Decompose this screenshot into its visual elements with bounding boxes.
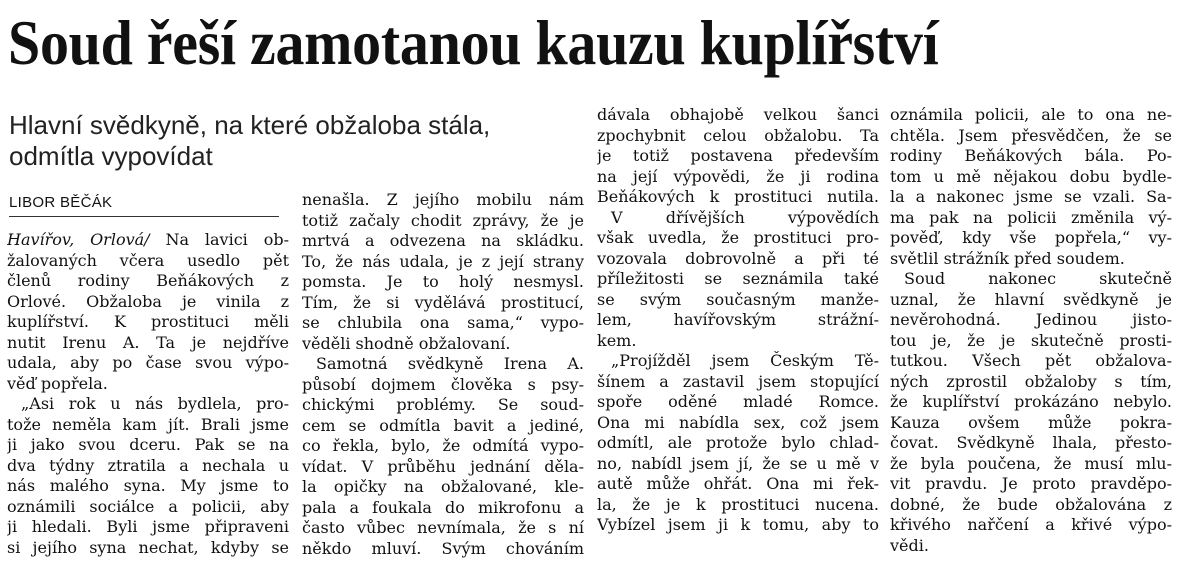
text-line: často vůbec nevnímala, že s ní (302, 518, 584, 537)
text-line: vozovala dobrovolně a při té (597, 248, 879, 268)
text-line: vit pravdu. Je proto pravděpo- (890, 474, 1172, 493)
subheadline (9, 110, 589, 172)
article-column-3 (597, 105, 879, 536)
text-line: ma pak na policii změnila vý- (890, 207, 1172, 227)
text-line: si jejího syna nechat, kdyby se (7, 537, 289, 557)
text-line-content: „Asi rok u nás bydlela, pro- (21, 394, 289, 413)
text-line: kuplířství. K prostituci měli (7, 312, 289, 331)
text-line: se chlubila ona sama,“ vypo- (302, 313, 584, 332)
text-line: že kuplířství prokázáno nebylo. (890, 392, 1172, 411)
text-line (597, 351, 879, 372)
text-line: lem, havířovským strážní- (597, 310, 879, 329)
text-line: nutit Irenu A. Ta je nejdříve (7, 332, 289, 352)
text-line: Ona mi nabídla sex, což jsem (597, 412, 879, 432)
text-line: tou je, že je skutečně prosti- (890, 330, 1172, 350)
text-line: ji jako svou dceru. Pak se na (7, 435, 289, 454)
text-line: dobné, že bude obžalována z (890, 494, 1172, 514)
text-line: nevěrohodná. Jedinou jisto- (890, 310, 1172, 329)
text-line: udala, aby po čase svou výpo- (7, 353, 289, 372)
text-line: šínem a zastavil jsem stopující (597, 371, 879, 391)
text-line: Kauza ovšem může pokra- (890, 412, 1172, 432)
article-column-4 (890, 105, 1172, 556)
text-line: pala a foukala do mikrofonu a (302, 497, 584, 517)
text-line: je totiž postavena především (597, 146, 879, 165)
text-line: členů rodiny Beňákových z (7, 271, 289, 290)
text-line: křivého nařčení a křivé výpo- (890, 515, 1172, 534)
text-line: ji hledali. Byli jsme připraveni (7, 517, 289, 536)
dateline: Havířov, Orlová/ (7, 230, 150, 249)
text-line: odmítl, ale protože bylo chlad- (597, 433, 879, 452)
text-line-content: „Projížděl jsem Českým Tě- (611, 351, 879, 370)
text-line: světlil strážník před soudem. (890, 248, 1125, 268)
headline: Soud řeší zamotanou kauzu kuplířství (8, 8, 939, 78)
text-line: příležitosti se seznámila také (597, 269, 879, 288)
text-line: pověď, kdy vše popřela,“ vy- (890, 228, 1172, 247)
text-line: rodiny Beňákových bála. Po- (890, 146, 1172, 165)
text-line (890, 269, 1172, 290)
text-line: la a nakonec jsme se vzali. Sa- (890, 187, 1172, 206)
text-line (7, 230, 289, 251)
text-line: ných zprostil obžaloby s tím, (890, 371, 1172, 391)
text-line: na její výpovědi, že ji rodina (597, 166, 879, 186)
text-line: co řekla, bylo, že odmítá vypo- (302, 436, 584, 455)
text-line (597, 208, 879, 229)
text-line: však uvedla, že prostituci pro- (597, 228, 879, 247)
text-line (7, 394, 289, 415)
byline: LIBOR BĚČÁK (9, 194, 113, 211)
text-line: spoře oděné mladé Romce. (597, 392, 879, 411)
text-line: žalovaných včera usedlo pět (7, 250, 289, 270)
text-line: vědi. (890, 535, 929, 555)
text-line: oznámili sociálce a policii, aby (7, 496, 289, 516)
text-line: věděli shodně obžalovaní. (302, 333, 511, 353)
text-line: že byla poučena, že musí mlu- (890, 453, 1172, 473)
text-line: nás malého syna. My jsme to (7, 476, 289, 495)
text-line-content: Na lavici ob- (165, 230, 289, 249)
text-line: vídat. V průběhu jednání děla- (302, 456, 584, 476)
text-line: dva týdny ztratila a nechala u (7, 455, 289, 475)
text-line: totiž začaly chodit zprávy, že je (302, 210, 584, 230)
text-line: tože neměla kam jít. Brali jsme (7, 414, 289, 434)
byline-divider (9, 216, 279, 217)
text-line: cem se odmítla bavit a jediné, (302, 415, 584, 435)
text-line: autě může ohřát. Ona mi řek- (597, 474, 879, 493)
text-line: chickými problémy. Se soud- (302, 395, 584, 414)
text-line-content: Samotná svědkyně Irena A. (316, 354, 584, 373)
text-line: dávala obhajobě velkou šanci (597, 105, 879, 124)
text-line: Vybízel jsem ji k tomu, aby to (597, 515, 879, 534)
text-line: čovat. Svědkyně lhala, přesto- (890, 433, 1172, 452)
text-line: To, že nás udala, je z její strany (302, 251, 584, 271)
text-line: Orlové. Obžaloba je vinila z (7, 291, 289, 311)
text-line: působí dojmem člověka s psy- (302, 374, 584, 394)
text-line: tutkou. Všech pět obžalova- (890, 351, 1172, 370)
text-line: věď popřela. (7, 373, 108, 393)
text-line: mrtvá a odvezena na skládku. (302, 231, 584, 250)
article-column-1 (7, 230, 289, 558)
text-line: la, že je k prostituci nucena. (597, 494, 879, 514)
article-column-2 (302, 190, 584, 559)
text-line: kem. (597, 330, 637, 350)
text-line: uznal, že hlavní svědkyně je (890, 289, 1172, 309)
text-line: la opičky na obžalované, kle- (302, 477, 584, 496)
text-line: zpochybnit celou obžalobu. Ta (597, 125, 879, 145)
text-line: Beňákových k prostituci nutila. (597, 187, 879, 206)
text-line: oznámila policii, ale to ona ne- (890, 105, 1172, 124)
subheadline-line: odmítla vypovídat (9, 141, 213, 171)
text-line: někdo mluví. Svým chováním (302, 538, 584, 558)
text-line: Tím, že si vydělává prostitucí, (302, 292, 584, 312)
text-line (302, 354, 584, 375)
subheadline-line: Hlavní svědkyně, na které obžaloba stála, (9, 110, 491, 140)
text-line: tom u mě nějakou dobu bydle- (890, 166, 1172, 186)
text-line: nenašla. Z jejího mobilu nám (302, 190, 584, 209)
text-line: no, nabídl jsem jí, že se u mě v (597, 453, 879, 473)
text-line: se svým současným manže- (597, 289, 879, 309)
text-line: pomsta. Je to holý nesmysl. (302, 272, 584, 291)
text-line: chtěla. Jsem přesvědčen, že se (890, 125, 1172, 145)
text-line-content: Soud nakonec skutečně (904, 269, 1172, 288)
text-line-content: V dřívějších výpovědích (611, 207, 879, 227)
